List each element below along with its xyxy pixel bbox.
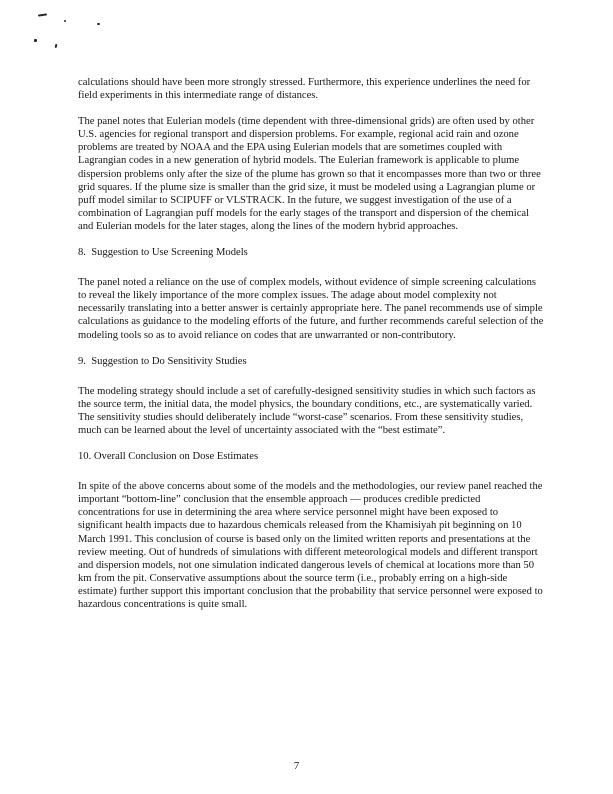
scan-speck-icon (97, 23, 100, 25)
section-heading-9: 9. Suggestion to Do Sensitivity Studies (78, 355, 247, 367)
section-heading-8: 8. Suggestion to Use Screening Models (78, 247, 248, 259)
scan-speck-icon (34, 39, 37, 42)
paragraph-screening-models: The panel noted a reliance on the use of complex models, without evidence of simple screening calculations to reveal the likely importance of the more complex issues. The adage about model complexity not necessarily translating into a better answer is certainly appropriate here. The panel recommends use of simple calculations as guidance to the modeling efforts of the future, and further recommends careful selection of the modeling tools so as to avoid reliance on codes that are unwarranted or non-contributory. (78, 277, 544, 341)
paragraph-sensitivity-studies: The modeling strategy should include a set of carefully-designed sensitivity studies in which such factors as the source term, the initial data, the model physics, the boundary conditions, etc., are systematically varied. The sensitivity studies should deliberately include “worst-case” scenarios. From these sensitivity studies, much can be learned about the level of uncertainty associated with the “best estimate”. (78, 385, 536, 436)
page-number: 7 (293, 760, 300, 772)
section-heading-10: 10. Overall Conclusion on Dose Estimates (78, 451, 259, 463)
scan-speck-icon (55, 44, 58, 48)
page-content (78, 76, 544, 624)
paragraph-eulerian-models: The panel notes that Eulerian models (time dependent with three-dimensional grids) are often used by other U.S. agencies for regional transport and dispersion problems. For example, regional acid rain and ozone problems are treated by NOAA and the EPA using Eulerian models that are sometimes coupled with Lagrangian codes in a new generation of hybrid models. The Eulerian framework is applicable to plume dispersion problems only after the size of the plume has grown so that it encompasses more than two or three grid squares. If the plume size is smaller than the grid size, it must be modeled using a Lagrangian plume or puff model similar to SCIPUFF or VLSTRACK. In the future, we suggest investigation of the use of a combination of Lagrangian puff models for the early stages of the transport and dispersion of the chemical and Eulerian models for the later stages, along the lines of the modern hybrid approaches. (78, 116, 541, 232)
paragraph-overall-conclusion: In spite of the above concerns about some of the models and the methodologies, our review panel reached the important “bottom-line” conclusion that the ensemble approach — produces credible predicted concentrations for use in determining the area where service personnel might have been exposed to significant health impacts due to hazardous chemicals released from the Khamisiyah pit beginning on 10 March 1991. This conclusion of course is based only on the limited written reports and presentations at the review meeting. Out of hundreds of simulations with different meteorological models and different transport and dispersion models, not one simulation indicated dangerous levels of chemical at locations more than 50 km from the pit. Conservative assumptions about the source term (i.e., probably erring on a high-side estimate) further support this important conclusion that the probability that service personnel were exposed to hazardous concentrations is quite small. (78, 481, 543, 610)
scan-speck-icon (64, 20, 66, 22)
paragraph-intro-continuation: calculations should have been more strongly stressed. Furthermore, this experience underlines the need for field experiments in this intermediate range of distances. (78, 77, 531, 102)
scan-speck-icon (38, 13, 47, 16)
